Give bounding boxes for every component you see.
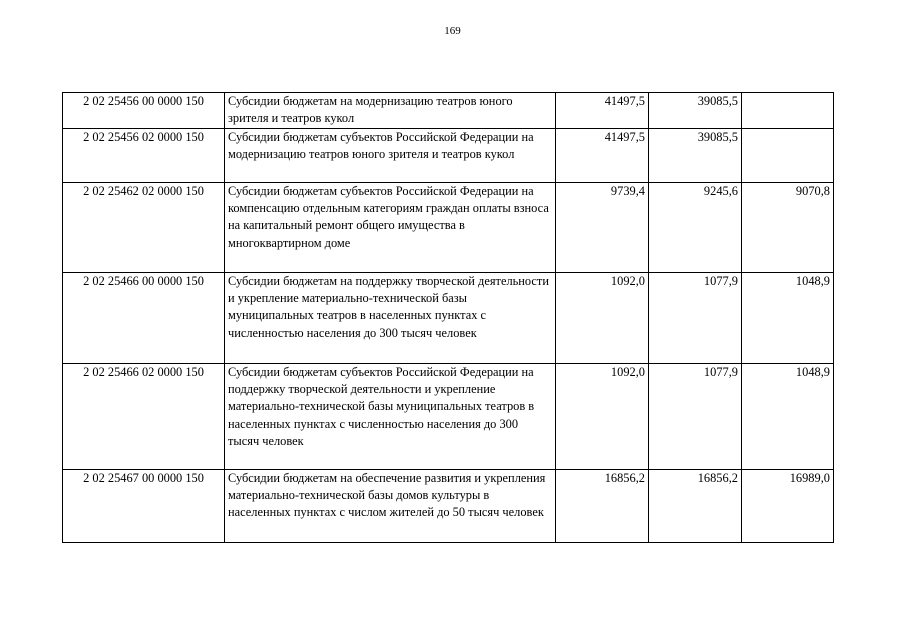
row-description: Субсидии бюджетам субъектов Российской Федерации на компенсацию отдельным категориям граждан оплаты взноса на капитальный ремонт общего имущества в многоквартирном доме (225, 183, 556, 273)
row-description: Субсидии бюджетам на модернизацию театров юного зрителя и театров кукол (225, 93, 556, 129)
table-row (63, 364, 834, 470)
row-value-3 (742, 93, 834, 129)
row-value-1: 1092,0 (556, 273, 649, 364)
row-value-2: 1077,9 (649, 364, 742, 470)
row-value-3: 16989,0 (742, 470, 834, 543)
row-description: Субсидии бюджетам субъектов Российской Федерации на поддержку творческой деятельности и укрепление материально-технической базы муниципальных театров в населенных пунктах с численностью населения до 300 тысяч человек (225, 364, 556, 470)
row-value-3: 1048,9 (742, 273, 834, 364)
row-code: 2 02 25456 02 0000 150 (63, 129, 225, 183)
row-description: Субсидии бюджетам на обеспечение развития и укрепления материально-технической базы домов культуры в населенных пунктах с числом жителей до 50 тысяч человек (225, 470, 556, 543)
row-code: 2 02 25467 00 0000 150 (63, 470, 225, 543)
row-code: 2 02 25466 02 0000 150 (63, 364, 225, 470)
table-row (63, 183, 834, 273)
table-row (63, 273, 834, 364)
row-value-3 (742, 129, 834, 183)
row-value-2: 1077,9 (649, 273, 742, 364)
table-row (63, 93, 834, 129)
row-code: 2 02 25462 02 0000 150 (63, 183, 225, 273)
row-value-3: 1048,9 (742, 364, 834, 470)
row-value-1: 16856,2 (556, 470, 649, 543)
row-code: 2 02 25466 00 0000 150 (63, 273, 225, 364)
row-value-1: 41497,5 (556, 129, 649, 183)
row-code: 2 02 25456 00 0000 150 (63, 93, 225, 129)
table-row (63, 129, 834, 183)
row-description: Субсидии бюджетам на поддержку творческой деятельности и укрепление материально-технической базы муниципальных театров в населенных пунктах с численностью населения до 300 тысяч человек (225, 273, 556, 364)
row-value-2: 39085,5 (649, 93, 742, 129)
row-value-1: 41497,5 (556, 93, 649, 129)
row-description: Субсидии бюджетам субъектов Российской Федерации на модернизацию театров юного зрителя и театров кукол (225, 129, 556, 183)
row-value-2: 9245,6 (649, 183, 742, 273)
row-value-3: 9070,8 (742, 183, 834, 273)
row-value-1: 1092,0 (556, 364, 649, 470)
table-row (63, 470, 834, 543)
page-number: 169 (444, 25, 461, 37)
row-value-2: 39085,5 (649, 129, 742, 183)
budget-table (62, 92, 834, 543)
row-value-2: 16856,2 (649, 470, 742, 543)
row-value-1: 9739,4 (556, 183, 649, 273)
